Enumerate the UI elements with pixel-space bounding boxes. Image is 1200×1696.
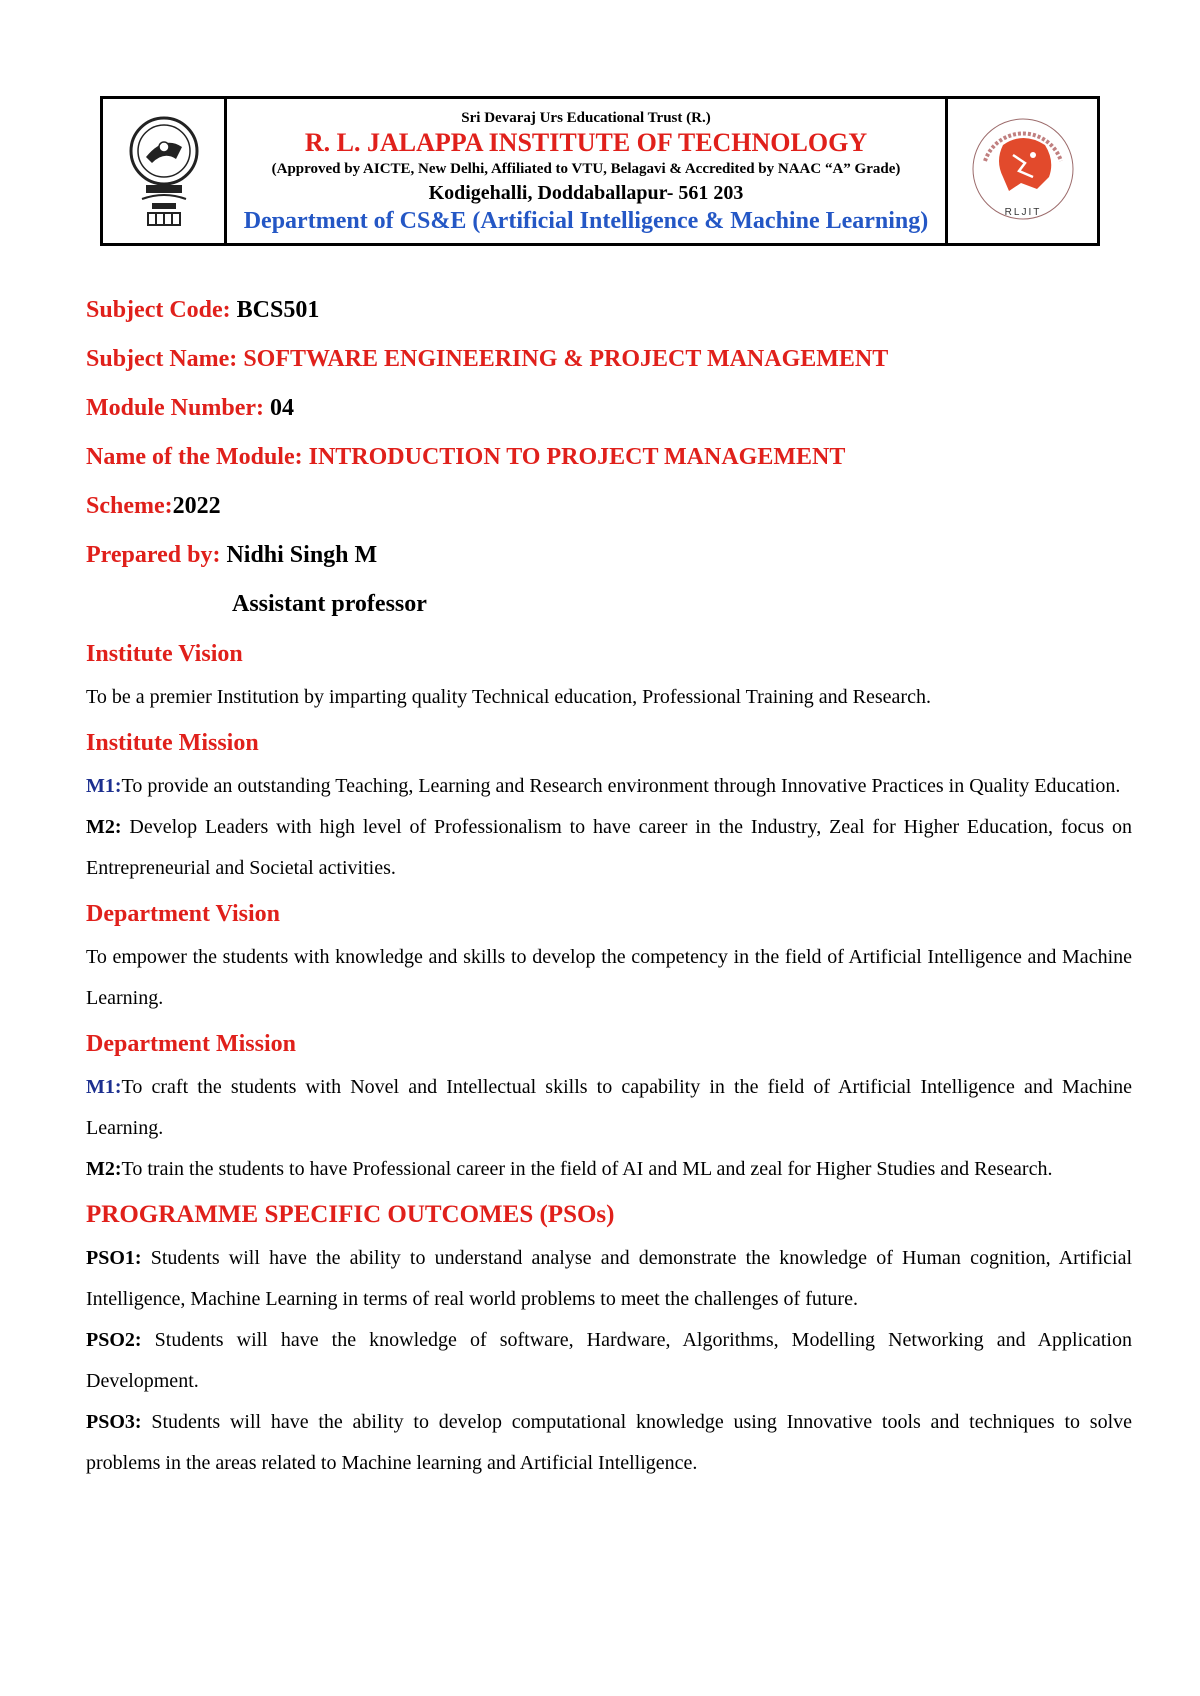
department-logo-text: RLJIT [1004, 207, 1041, 218]
institute-mission-item [86, 807, 1132, 889]
department-emblem-icon [963, 111, 1083, 231]
pso-tag: PSO1: [86, 1247, 142, 1269]
subject-code-label: Subject Code: [86, 297, 237, 323]
mission-text: To train the students to have Professional career in the field of AI and ML and zeal for Higher Studies and Research. [121, 1158, 1053, 1180]
department-mission-item [86, 1067, 1132, 1149]
institute-mission-item [86, 766, 1132, 807]
institute-vision-heading: Institute Vision [86, 641, 243, 667]
module-number-line [86, 384, 1132, 433]
scheme-value: 2022 [172, 493, 221, 519]
subject-name-label: Subject Name: [86, 346, 244, 372]
mission-tag: M2: [86, 1158, 122, 1180]
pso-item [86, 1402, 1132, 1484]
mission-tag: M1: [86, 775, 122, 797]
scheme-line [86, 482, 1132, 531]
mission-text: Develop Leaders with high level of Professionalism to have career in the Industry, Zeal for Higher Education, focus on Entrepreneurial and Societal activities. [86, 816, 1132, 879]
prepared-by-value: Nidhi Singh M [226, 542, 378, 568]
module-name-value: INTRODUCTION TO PROJECT MANAGEMENT [308, 444, 846, 470]
document-body [86, 286, 1132, 1484]
subject-code-value: BCS501 [236, 297, 320, 323]
mission-tag: M1: [86, 1076, 122, 1098]
scheme-label: Scheme: [86, 493, 173, 519]
pso-text: Students will have the knowledge of software, Hardware, Algorithms, Modelling Networking and Application Development. [86, 1329, 1132, 1392]
institute-seal-icon [116, 113, 212, 229]
mission-tag: M2: [86, 816, 122, 838]
pso-item [86, 1320, 1132, 1402]
department-name: Department of CS&E (Artificial Intelligence & Machine Learning) [243, 208, 929, 234]
prepared-by-label: Prepared by: [86, 542, 227, 568]
pso-text: Students will have the ability to understand analyse and demonstrate the knowledge of Human cognition, Artificial Intelligence, Machine Learning in terms of real world problems to meet the challenges of future. [86, 1247, 1132, 1310]
letterhead-text [227, 99, 945, 243]
subject-code-line [86, 286, 1132, 335]
pso-heading: PROGRAMME SPECIFIC OUTCOMES (PSOs) [86, 1201, 615, 1228]
mission-text: To craft the students with Novel and Intellectual skills to capability in the field of Artificial Intelligence and Machine Learning. [86, 1076, 1132, 1139]
module-number-value: 04 [269, 395, 294, 421]
module-number-label: Module Number: [86, 395, 270, 421]
department-logo [945, 99, 1097, 243]
subject-name-value: SOFTWARE ENGINEERING & PROJECT MANAGEMENT [243, 346, 889, 372]
institute-seal-logo [103, 99, 227, 243]
prepared-by-line [86, 531, 1132, 580]
designation-line: Assistant professor [232, 591, 427, 617]
department-mission-item [86, 1149, 1132, 1190]
module-name-line [86, 433, 1132, 482]
approval-line: (Approved by AICTE, New Delhi, Affiliated to VTU, Belagavi & Accredited by NAAC “A” Grade) [271, 161, 901, 177]
pso-item [86, 1238, 1132, 1320]
department-mission-heading: Department Mission [86, 1031, 296, 1057]
mission-text: To provide an outstanding Teaching, Learning and Research environment through Innovative Practices in Quality Education. [121, 775, 1121, 797]
pso-text: Students will have the ability to develop computational knowledge using Innovative tools and techniques to solve problems in the areas related to Machine learning and Artificial Intelligence. [86, 1411, 1132, 1474]
pso-tag: PSO2: [86, 1329, 142, 1351]
module-name-label: Name of the Module: [86, 444, 309, 470]
institute-name: R. L. JALAPPA INSTITUTE OF TECHNOLOGY [304, 128, 868, 157]
institute-mission-heading: Institute Mission [86, 730, 259, 756]
institute-vision-text: To be a premier Institution by imparting quality Technical education, Professional Training and Research. [86, 686, 931, 708]
institute-address: Kodigehalli, Doddaballapur- 561 203 [428, 182, 744, 204]
subject-name-line [86, 335, 1132, 384]
department-vision-text: To empower the students with knowledge and skills to develop the competency in the field of Artificial Intelligence and Machine Learning. [86, 946, 1132, 1009]
letterhead [100, 96, 1100, 246]
trust-name: Sri Devaraj Urs Educational Trust (R.) [461, 110, 711, 126]
pso-tag: PSO3: [86, 1411, 142, 1433]
department-vision-heading: Department Vision [86, 901, 280, 927]
